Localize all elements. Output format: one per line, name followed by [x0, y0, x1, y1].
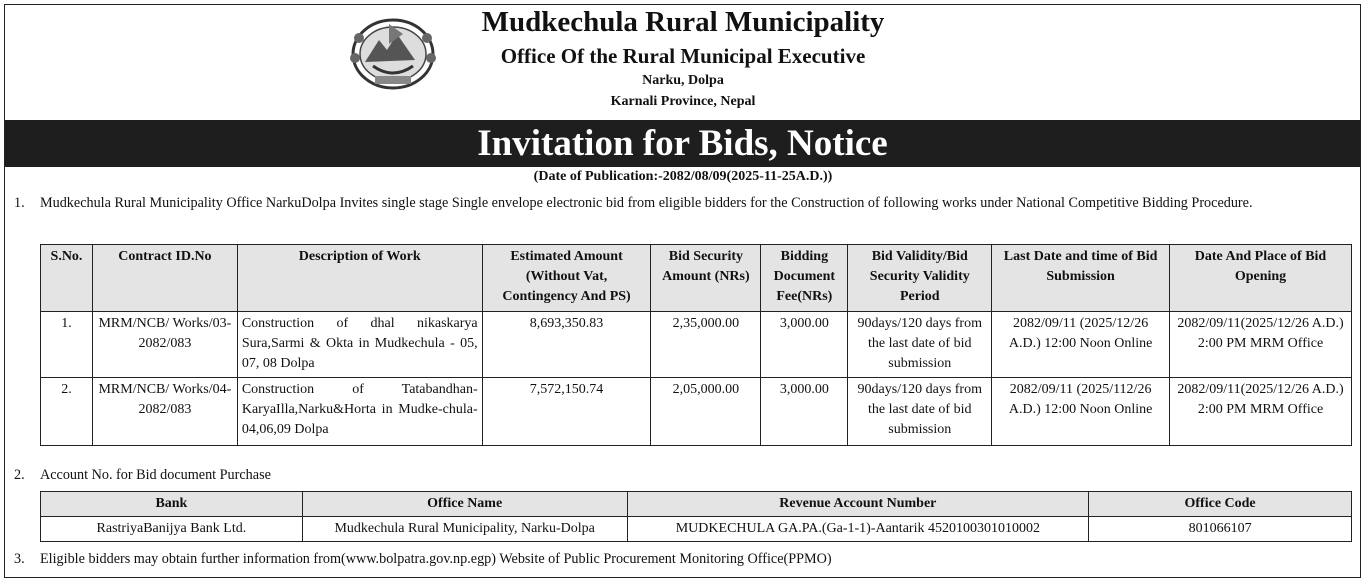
table-cell: 90days/120 days from the last date of bid submission	[848, 378, 992, 446]
municipality-title: Mudkechula Rural Municipality	[481, 6, 885, 38]
table-cell: 90days/120 days from the last date of bid submission	[848, 312, 992, 378]
table-cell: MRM/NCB/ Works/04-2082/083	[92, 378, 237, 446]
table-cell: RastriyaBanijya Bank Ltd.	[41, 517, 303, 542]
notice-banner: Invitation for Bids, Notice	[5, 120, 1360, 167]
table-header-cell: Office Name	[302, 492, 627, 517]
table-cell: 2,05,000.00	[651, 378, 761, 446]
table-header-row	[41, 245, 1352, 312]
table-header-cell: Estimated Amount (Without Vat, Contingency And PS)	[482, 245, 651, 312]
item-text: Account No. for Bid document Purchase	[40, 467, 271, 483]
table-cell: 2082/09/11(2025/12/26 A.D.) 2:00 PM MRM Office	[1170, 378, 1352, 446]
table-cell: MUDKECHULA GA.PA.(Ga-1-1)-Aantarik 4520100301010002	[627, 517, 1089, 542]
table-header-cell: Revenue Account Number	[627, 492, 1089, 517]
table-cell: 2082/09/11 (2025/12/26 A.D.) 12:00 Noon Online	[992, 312, 1170, 378]
table-header-cell: Last Date and time of Bid Submission	[992, 245, 1170, 312]
table-cell: 2,35,000.00	[651, 312, 761, 378]
item-number: 1.	[14, 195, 25, 211]
table-cell: 2082/09/11 (2025/112/26 A.D.) 12:00 Noon Online	[992, 378, 1170, 446]
account-table	[40, 491, 1352, 542]
table-cell: 2082/09/11(2025/12/26 A.D.) 2:00 PM MRM Office	[1170, 312, 1352, 378]
item-text: Eligible bidders may obtain further information from(www.bolpatra.gov.np.egp) Website of Public Procurement Monitoring Office(PPMO)	[40, 551, 832, 567]
table-cell: 8,693,350.83	[482, 312, 651, 378]
table-header-cell: Bid Security Amount (NRs)	[651, 245, 761, 312]
address-line-2: Karnali Province, Nepal	[610, 94, 756, 109]
table-header-row	[41, 492, 1352, 517]
table-header-cell: Bank	[41, 492, 303, 517]
table-cell: 2.	[41, 378, 93, 446]
table-row	[41, 517, 1352, 542]
table-cell: Mudkechula Rural Municipality, Narku-Dolpa	[302, 517, 627, 542]
table-cell: MRM/NCB/ Works/03-2082/083	[92, 312, 237, 378]
table-cell: 1.	[41, 312, 93, 378]
table-header-cell: S.No.	[41, 245, 93, 312]
table-row	[41, 378, 1352, 446]
publication-date: (Date of Publication:-2082/08/09(2025-11-25A.D.))	[533, 169, 833, 184]
table-cell: 801066107	[1089, 517, 1352, 542]
table-header-cell: Bidding Document Fee(NRs)	[761, 245, 848, 312]
item-number: 3.	[14, 551, 25, 567]
table-header-cell: Contract ID.No	[92, 245, 237, 312]
letterhead	[0, 0, 1366, 120]
office-subtitle: Office Of the Rural Municipal Executive	[500, 44, 866, 68]
table-cell: Construction of dhal nikaskarya Sura,Sarmi & Okta in Mudkechula - 05, 07, 08 Dolpa	[237, 312, 482, 378]
table-cell: 3,000.00	[761, 378, 848, 446]
table-header-cell: Date And Place of Bid Opening	[1170, 245, 1352, 312]
bids-table	[40, 244, 1352, 446]
table-cell: 7,572,150.74	[482, 378, 651, 446]
table-cell: 3,000.00	[761, 312, 848, 378]
table-header-cell: Bid Validity/Bid Security Validity Period	[848, 245, 992, 312]
item-number: 2.	[14, 467, 25, 483]
table-row	[41, 312, 1352, 378]
table-cell: Construction of Tatabandhan-KaryaIlla,Narku&Horta in Mudke-chula-04,06,09 Dolpa	[237, 378, 482, 446]
table-header-cell: Office Code	[1089, 492, 1352, 517]
table-header-cell: Description of Work	[237, 245, 482, 312]
address-line-1: Narku, Dolpa	[642, 73, 724, 88]
item-text: Mudkechula Rural Municipality Office NarkuDolpa Invites single stage Single envelope electronic bid from eligible bidders for the Construction of following works under National Competitive Bidding Procedure.	[40, 195, 1253, 211]
